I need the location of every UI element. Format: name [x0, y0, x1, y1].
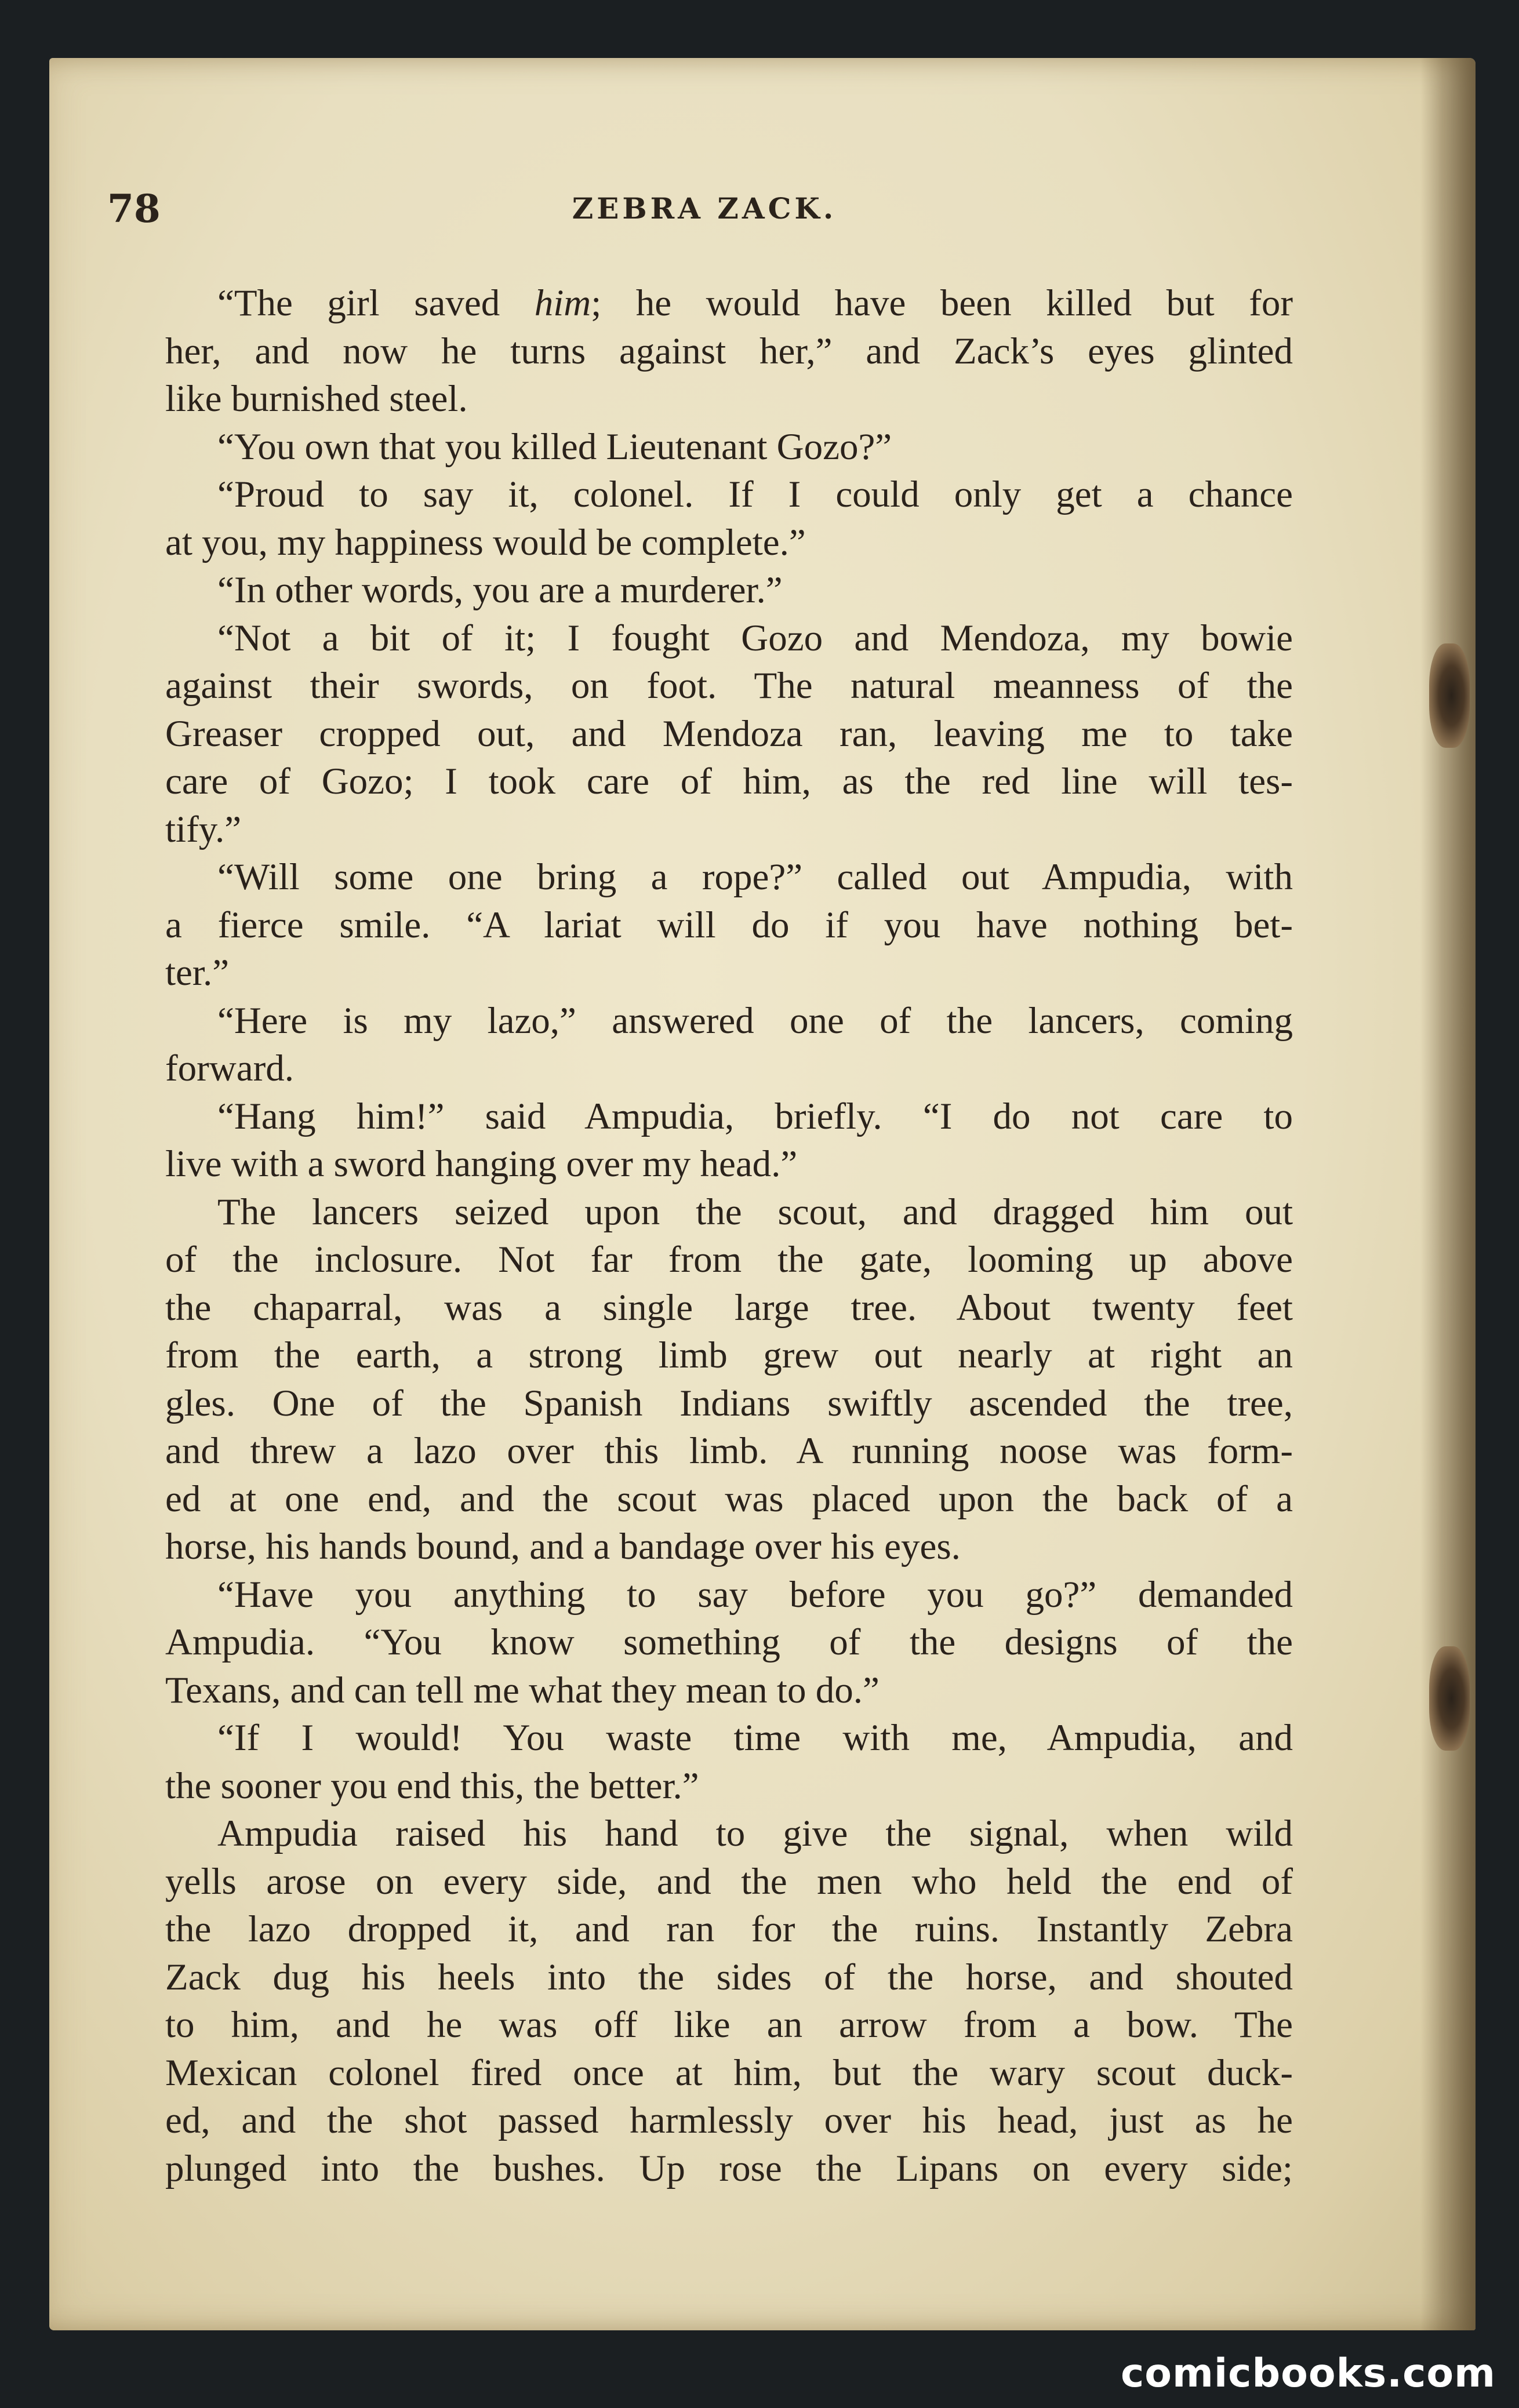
text-line: “Not a bit of it; I fought Gozo and Mendoza, my bowie: [217, 617, 1293, 659]
running-head: ZEBRA ZACK.: [572, 191, 837, 225]
text-line: from the earth, a strong limb grew out nearly at right an: [165, 1334, 1293, 1376]
text-line: Ampudia raised his hand to give the signal, when wild: [217, 1813, 1293, 1854]
text-line: and threw a lazo over this limb. A running noose was form-: [165, 1430, 1293, 1472]
text-line: care of Gozo; I took care of him, as the red line will tes-: [165, 761, 1293, 802]
watermark: comicbooks.com: [1120, 2351, 1496, 2396]
text-line: of the inclosure. Not far from the gate, looming up above: [165, 1239, 1293, 1281]
text-line: Ampudia. “You know something of the designs of the: [165, 1621, 1293, 1663]
text-line: “Hang him!” said Ampudia, briefly. “I do not care to: [217, 1095, 1293, 1137]
text-line: the sooner you end this, the better.”: [165, 1765, 699, 1807]
text-line: ed, and the shot passed harmlessly over his head, just as he: [165, 2100, 1293, 2141]
text-line: “Have you anything to say before you go?” demanded: [217, 1573, 1293, 1616]
page-header: [107, 183, 1302, 235]
text-line: at you, my happiness would be complete.”: [165, 521, 806, 563]
text-line: forward.: [165, 1047, 294, 1089]
text-line: ter.”: [165, 952, 230, 994]
page-gutter: [1420, 58, 1476, 2330]
text-line: horse, his hands bound, and a bandage over his eyes.: [165, 1526, 961, 1567]
text-line: the chaparral, was a single large tree. About twenty feet: [165, 1286, 1293, 1329]
body-text: [165, 279, 1293, 2192]
text-line: tify.”: [165, 808, 242, 850]
text-line: yells arose on every side, and the men who held the end of: [165, 1860, 1293, 1903]
text-line: gles. One of the Spanish Indians swiftly ascended the tree,: [165, 1382, 1293, 1424]
text-line: “Will some one bring a rope?” called out Ampudia, with: [217, 856, 1293, 898]
text-line: Texans, and can tell me what they mean to do.”: [165, 1669, 880, 1711]
text-line: a fierce smile. “A lariat will do if you have nothing bet-: [165, 904, 1293, 946]
binding-hole: [1429, 1646, 1470, 1751]
text-line: “In other words, you are a murderer.”: [217, 569, 783, 611]
text-line: “If I would! You waste time with me, Ampudia, and: [217, 1717, 1293, 1759]
text-line: The lancers seized upon the scout, and dragged him out: [217, 1191, 1293, 1233]
text-line: plunged into the bushes. Up rose the Lipans on every side;: [165, 2147, 1293, 2189]
text-line: Zack dug his heels into the sides of the horse, and shouted: [165, 1956, 1293, 1998]
text-line: “Proud to say it, colonel. If I could only get a chance: [217, 474, 1293, 515]
text-line: to him, and he was off like an arrow from a bow. The: [165, 2004, 1293, 2046]
text-line: Greaser cropped out, and Mendoza ran, leaving me to take: [165, 712, 1293, 755]
text-line: “You own that you killed Lieutenant Gozo?”: [217, 425, 892, 468]
page-number: 78: [107, 186, 161, 231]
binding-hole: [1429, 643, 1470, 748]
text-line: the lazo dropped it, and ran for the ruins. Instantly Zebra: [165, 1908, 1293, 1950]
text-line: like burnished steel.: [165, 378, 468, 420]
text-line: “The girl saved him; he would have been killed but for: [217, 282, 1293, 324]
text-line: live with a sword hanging over my head.”: [165, 1143, 798, 1185]
text-line: Mexican colonel fired once at him, but the wary scout duck-: [165, 2051, 1293, 2094]
text-line: “Here is my lazo,” answered one of the lancers, coming: [217, 999, 1293, 1042]
text-line: her, and now he turns against her,” and Zack’s eyes glinted: [165, 330, 1293, 372]
text-line: ed at one end, and the scout was placed upon the back of a: [165, 1478, 1293, 1520]
text-line: against their swords, on foot. The natural meanness of the: [165, 665, 1293, 707]
